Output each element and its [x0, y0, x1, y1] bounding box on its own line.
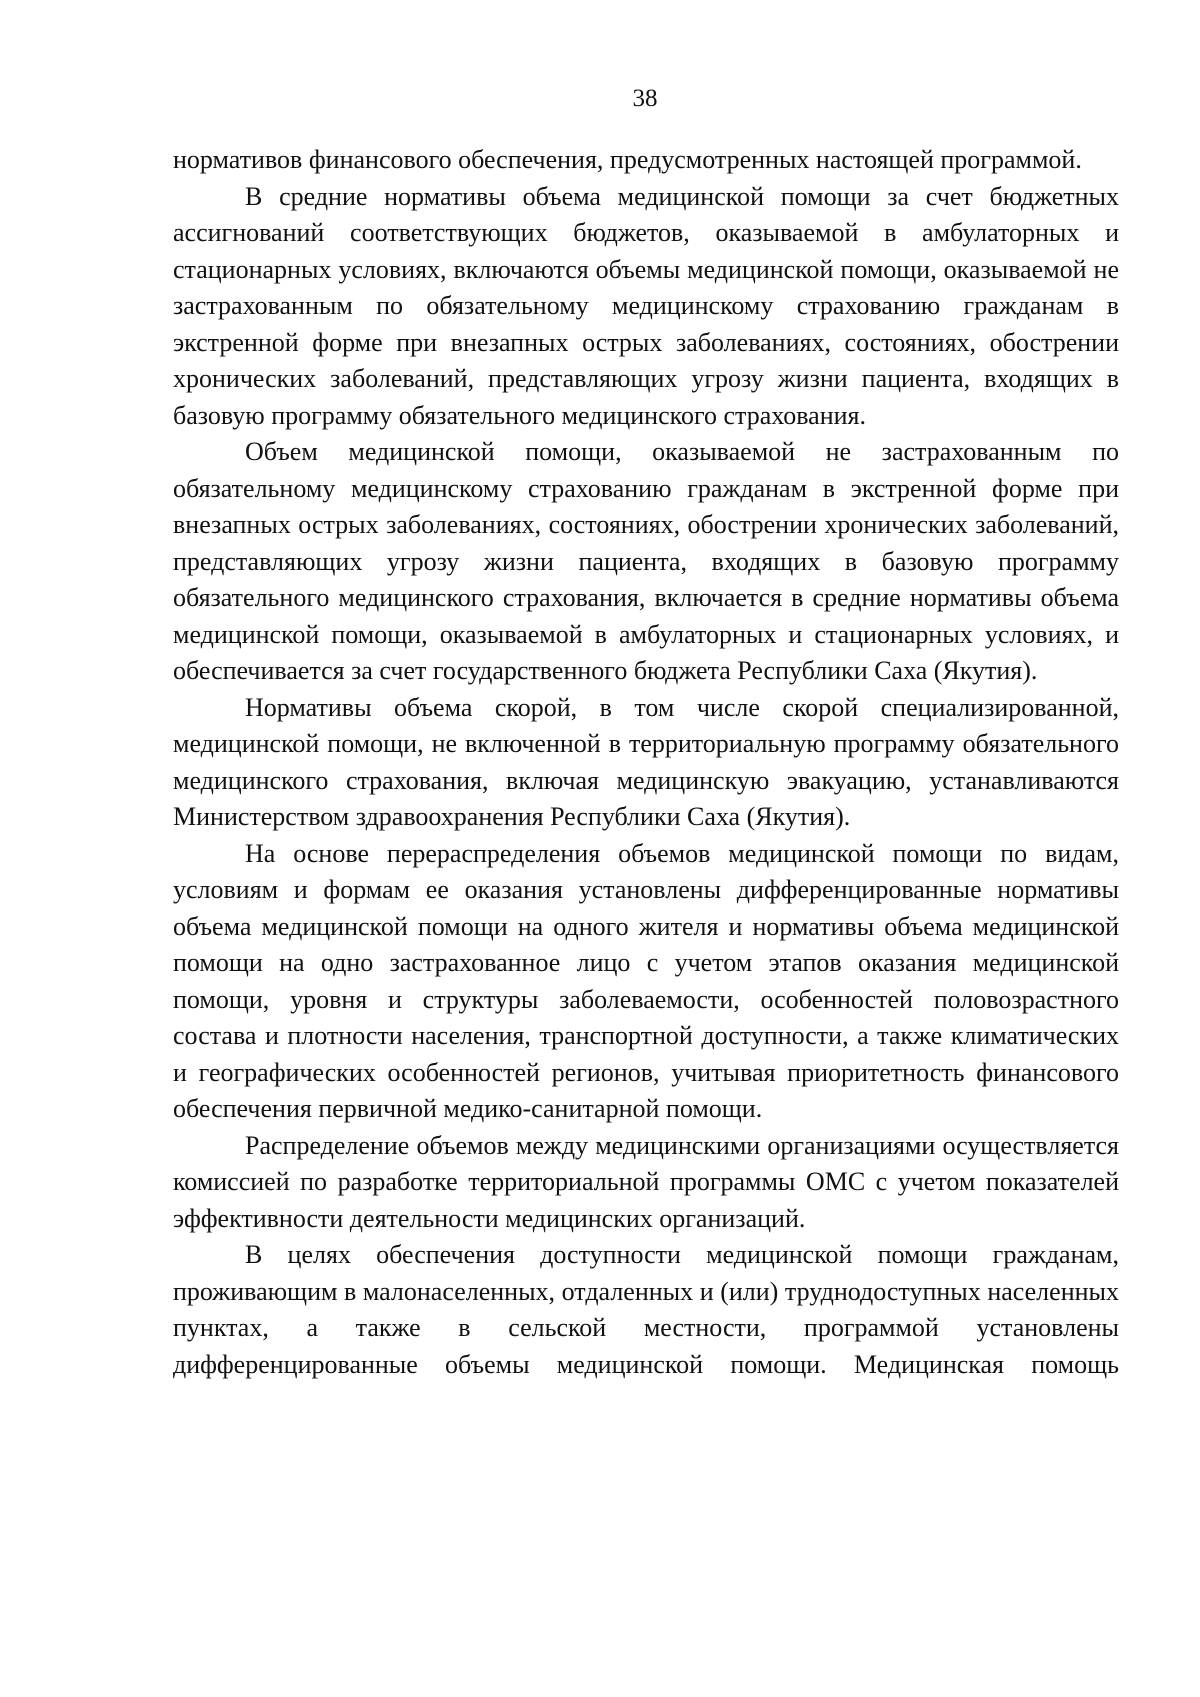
paragraph-uninsured-emergency-care: Объем медицинской помощи, оказываемой не застрахованным по обязательному медицинскому страхованию гражданам в экстренной форме при внезапных острых заболеваниях, состояниях, обострении хронических заболеваний, представляющих угрозу жизни пациента, входящих в базовую программу обязательного медицинского страхования, включается в средние нормативы объема медицинской помощи, оказываемой в амбулаторных и стационарных условиях, и обеспечивается за счет государственного бюджета Республики Саха (Якутия).	[173, 437, 1119, 685]
paragraph-volume-distribution: Распределение объемов между медицинскими организациями осуществляется комиссией по разработке территориальной программы ОМС с учетом показателей эффективности деятельности медицинских организаций.	[173, 1130, 1119, 1233]
paragraph-continuation: нормативов финансового обеспечения, предусмотренных настоящей программой.	[173, 145, 1082, 174]
paragraph-differentiated-norms: На основе перераспределения объемов медицинской помощи по видам, условиям и формам ее оказания установлены дифференцированные нормативы объема медицинской помощи на одного жителя и нормативы объема медицинской помощи на одно застрахованное лицо с учетом этапов оказания медицинской помощи, уровня и структуры заболеваемости, особенностей половозрастного состава и плотности населения, транспортной доступности, а также климатических и географических особенностей регионов, учитывая приоритетность финансового обеспечения первичной медико-санитарной помощи.	[173, 838, 1119, 1123]
page-number: 38	[632, 85, 658, 112]
paragraph-budget-volume-norms: В средние нормативы объема медицинской помощи за счет бюджетных ассигнований соответствующих бюджетов, оказываемой в амбулаторных и стационарных условиях, включаются объемы медицинской помощи, оказываемой не застрахованным по обязательному медицинскому страхованию гражданам в экстренной форме при внезапных острых заболеваниях, состояниях, обострении хронических заболеваний, представляющих угрозу жизни пациента, входящих в базовую программу обязательного медицинского страхования.	[173, 181, 1119, 430]
document-body	[173, 142, 1119, 1383]
paragraph-ambulance-norms: Нормативы объема скорой, в том числе скорой специализированной, медицинской помощи, не включенной в территориальную программу обязательного медицинского страхования, включая медицинскую эвакуацию, устанавливаются Министерством здравоохранения Республики Саха (Якутия).	[173, 692, 1119, 831]
paragraph-rural-accessibility: В целях обеспечения доступности медицинской помощи гражданам, проживающим в малонаселенных, отдаленных и (или) труднодоступных населенных пунктах, а также в сельской местности, программой установлены дифференцированные объемы медицинской помощи. Медицинская помощь	[173, 1240, 1119, 1379]
